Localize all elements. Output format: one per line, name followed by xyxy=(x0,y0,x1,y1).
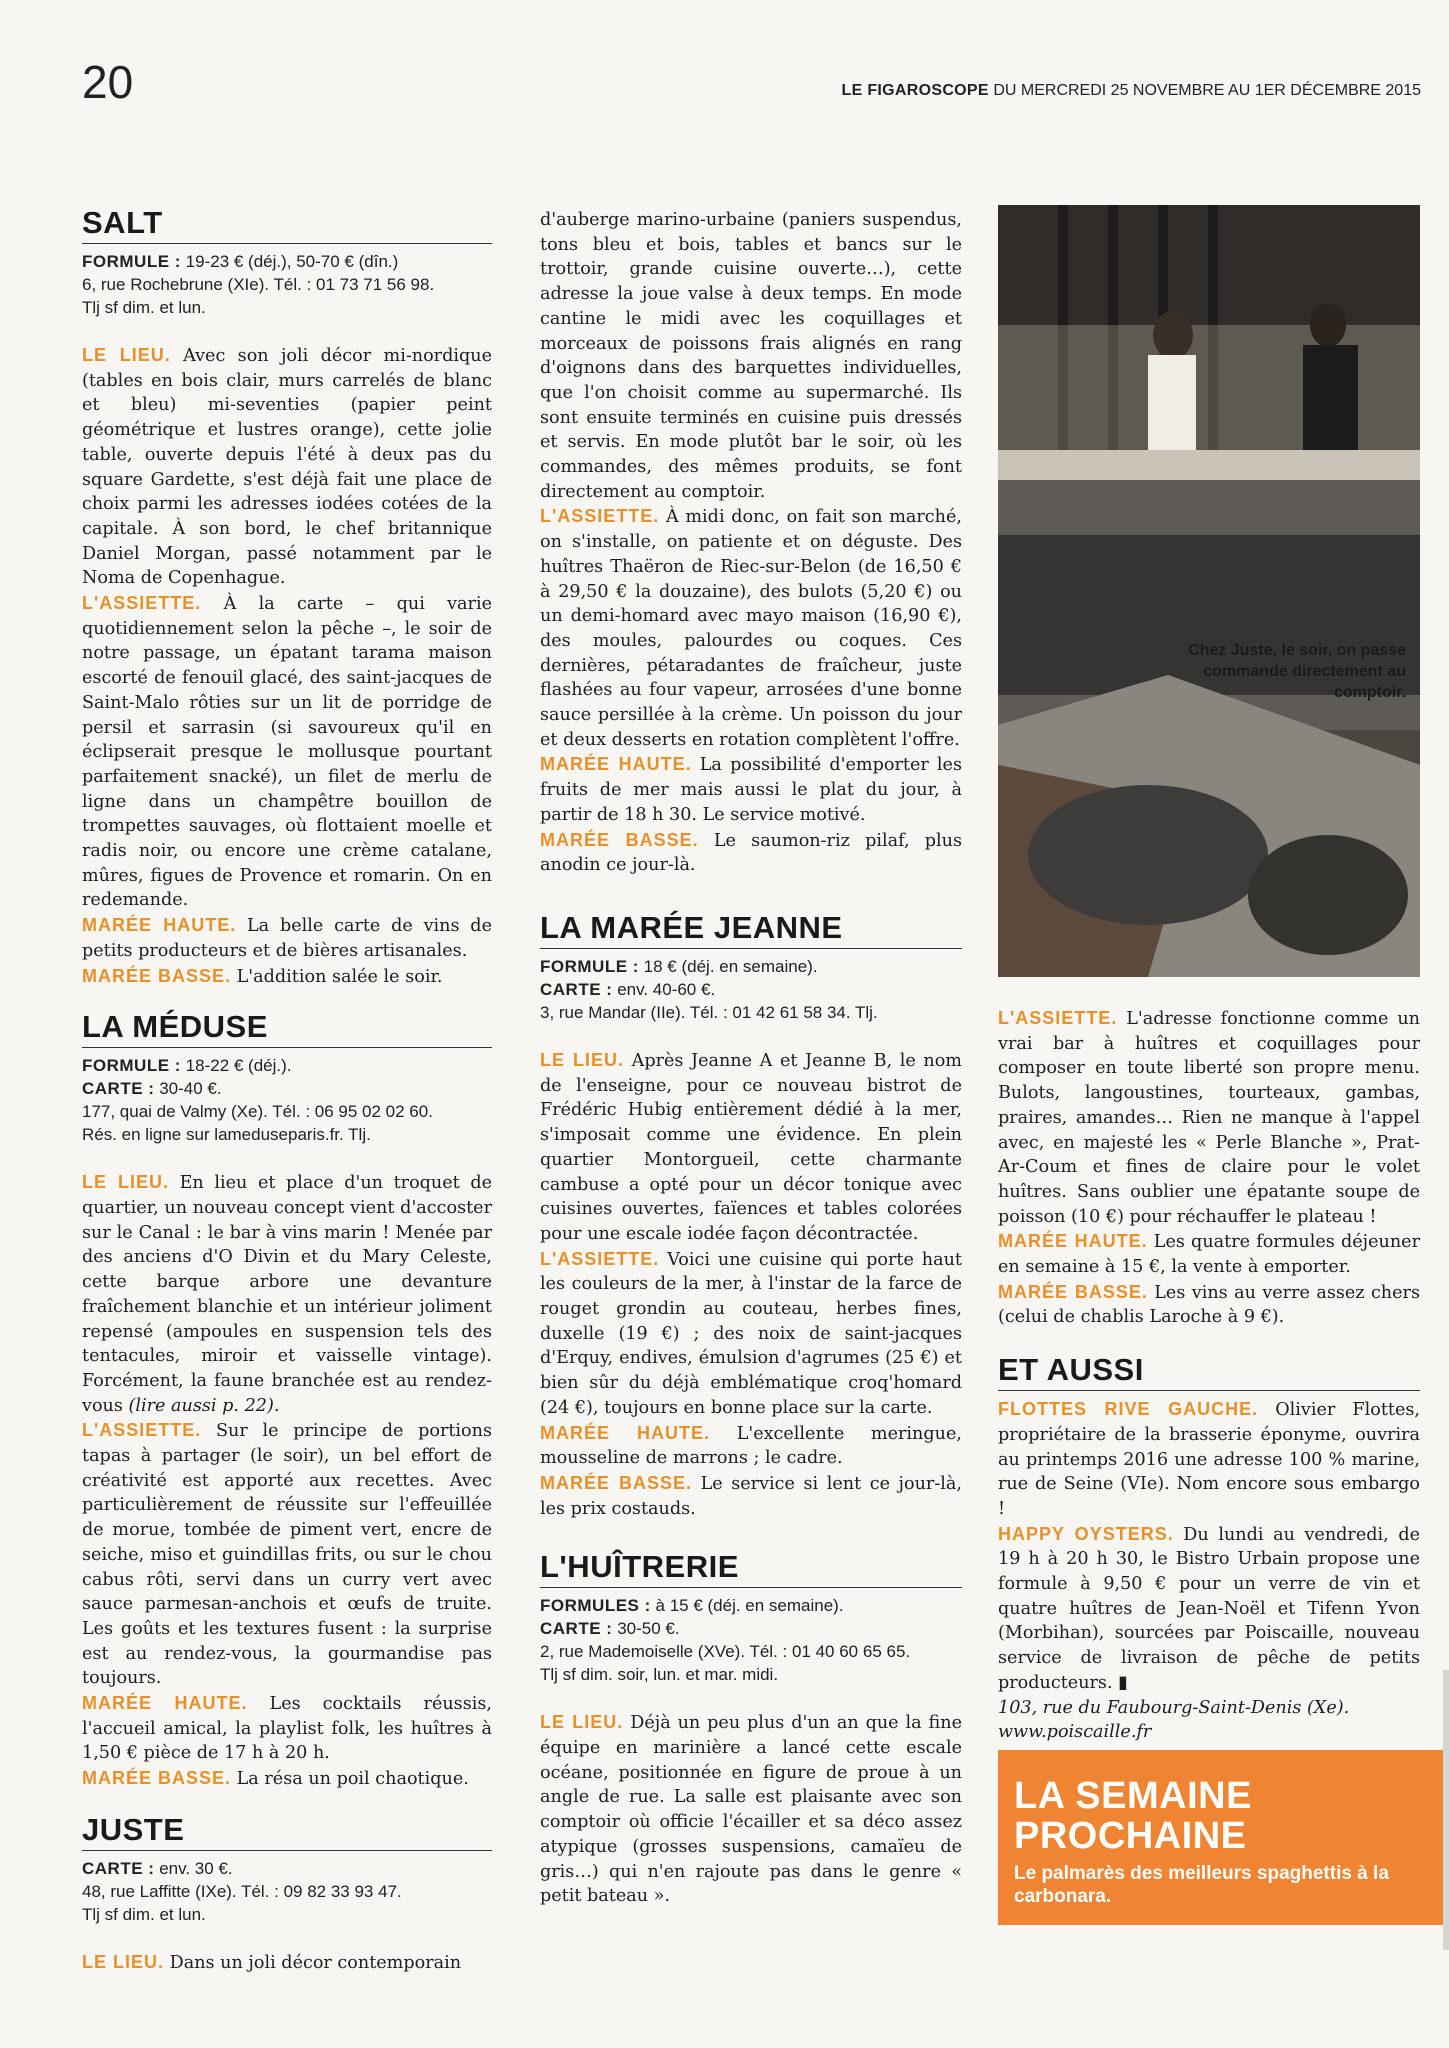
body-text: À la carte – qui varie quotidiennement selon la pêche –, le soir de notre passage, un épatant tarama maison escorté de fenouil glacé, des saint-jacques de Saint-Malo rôties sur un lit de porridge de persil et sarrasin (si savoureux qu'il en éclipserait presque le mollusque pourtant parfaitement snacké), un filet de merlu de ligne dans un champêtre bouillon de trompettes sauvages, où flottaient moelle et radis noir, ou encore une crème catalane, mûres, figues de Provence et romarin. On en redemande. xyxy=(82,594,492,911)
info-label: CARTE : xyxy=(82,1858,155,1878)
lead-label: MARÉE BASSE. xyxy=(82,1768,232,1789)
info-value: à 15 € (déj. en semaine). xyxy=(655,1596,844,1616)
paragraph-haute xyxy=(540,1421,962,1471)
body-text: À midi donc, on fait son marché, on s'installe, on patiente et on déguste. Des huîtres Thaëron de Riec-sur-Belon (de 16,50 € à 29,50 € la douzaine), des bulots (5,20 €) ou un demi-homard avec mayo maison (16,90 €), des moules, palourdes ou coques. Ces dernières, pétaradantes de fraîcheur, juste flashées au four vapeur, arrosées d'une bonne sauce persillée à la crème. Un poisson du jour et deux desserts en rotation complètent l'offre. xyxy=(540,507,962,750)
paragraph-haute xyxy=(998,1229,1420,1279)
restaurant-title: JUSTE xyxy=(82,1812,492,1851)
paragraph-basse xyxy=(82,1766,492,1792)
review-huitrerie xyxy=(540,1549,962,1909)
paragraph-basse xyxy=(82,964,492,990)
info-block xyxy=(82,1857,492,1926)
body-text: Déjà un peu plus d'un an que la fine équipe en marinière a lancé cette escale océane, positionnée en figure de proue à un angle de rue. La salle est plaisante avec son comptoir où officie l'écailler et sa déco assez atypique (grosses suspensions, camaïeu de gris…) qui n'en rajoute pas dans le genre « petit bateau ». xyxy=(540,1713,962,1907)
info-value: env. 30 €. xyxy=(159,1858,233,1878)
review-juste xyxy=(82,1812,492,1976)
scan-edge xyxy=(1443,1670,1449,1950)
column-middle xyxy=(540,208,962,1929)
next-week-promo xyxy=(998,1750,1448,1925)
body-text: Après Jeanne A et Jeanne B, le nom de l'enseigne, pour ce nouveau bistrot de Frédéric Hubig entièrement dédié à la mer, s'imposait comme une évidence. En plein quartier Montorgueil, cette charmante cambuse a opté pour un décor tonique avec cuisines ouvertes, faïences et tables colorées pour une escale iodée façon décontractée. xyxy=(540,1050,962,1244)
lead-label: MARÉE BASSE. xyxy=(540,829,699,850)
lead-label: LE LIEU. xyxy=(82,1172,169,1193)
lead-label: L'ASSIETTE. xyxy=(998,1008,1118,1028)
info-label: CARTE : xyxy=(540,979,613,999)
restaurant-photo xyxy=(998,205,1420,977)
info-block xyxy=(82,250,492,319)
paragraph-haute xyxy=(540,752,962,827)
end-mark: ▮ xyxy=(1118,1672,1128,1693)
info-block xyxy=(540,1594,962,1686)
body-text: Voici une cuisine qui porte haut les couleurs de la mer, à l'instar de la farce de rouget grondin au couteau, herbes fines, duxelle (19 €) ; des noix de saint-jacques d'Erquy, endives, émulsion d'agrumes (25 €) et bien sûr du déjà emblématique croq'homard (24 €), toujours en bonne place sur la carte. xyxy=(540,1249,962,1418)
cross-reference: (lire aussi p. 22). xyxy=(128,1395,280,1416)
body-text: Les vins au verre assez chers (celui de chablis Laroche à 9 €). xyxy=(998,1282,1420,1328)
info-label: FORMULES : xyxy=(540,1596,651,1616)
opening-hours: Tlj sf dim. et lun. xyxy=(82,298,206,317)
body-text: L'adresse fonctionne comme un vrai bar à huîtres et coquillages pour composer en toute liberté son propre menu. Bulots, langoustines, tourteaux, gambas, praires, amandes… Rien ne manque à l'appel avec, en majesté les « Perle Blanche », Prat-Ar-Coum et fines de claire pour le volet huîtres. Sans oublier une épatante soupe de poisson (10 €) pour réchauffer le plateau ! xyxy=(998,1009,1420,1227)
body-text: Le saumon-riz pilaf, plus anodin ce jour-là. xyxy=(540,830,963,876)
website-link[interactable]: www.poiscaille.fr xyxy=(998,1722,1152,1743)
info-value: 19-23 € (déj.), 50-70 € (dîn.) xyxy=(185,252,399,271)
lead-label: L'ASSIETTE. xyxy=(540,506,660,527)
info-label: CARTE : xyxy=(540,1619,613,1639)
page-number: 20 xyxy=(82,56,134,108)
body-text: Olivier Flottes, propriétaire de la brasserie éponyme, ouvrira au printemps 2016 une adresse 100 % marine, rue de Seine (VIe). Nom encore sous embargo ! xyxy=(998,1400,1420,1519)
lead-label: MARÉE BASSE. xyxy=(82,965,232,986)
paragraph-assiette xyxy=(82,1418,492,1691)
review-juste-continued xyxy=(540,208,962,878)
lead-label: MARÉE HAUTE. xyxy=(998,1231,1148,1252)
masthead-brand: LE FIGAROSCOPE xyxy=(841,82,989,99)
restaurant-title: LA MÉDUSE xyxy=(82,1009,492,1048)
info-block xyxy=(82,1054,492,1146)
info-value: 30-40 €. xyxy=(159,1079,222,1099)
address: 2, rue Mademoiselle (XVe). Tél. : 01 40 60 65 65. xyxy=(540,1642,911,1662)
info-value: 18-22 € (déj.). xyxy=(185,1056,292,1076)
info-block xyxy=(540,955,962,1024)
lead-label: MARÉE HAUTE. xyxy=(82,1693,248,1714)
body-text: Sur le principe de portions tapas à partager (le soir), un bel effort de créativité est apporté aux recettes. Avec particulièrement de réussite sur l'effeuillée de morue, tombée de piment vert, encre de seiche, miso et guindillas frits, ou sur le chou cabus rôti, servi dans un curry vert avec sauce parmesan-anchois et œufs de truite. Les goûts et les textures fusent : la surprise est au rendez-vous, la gourmandise pas toujours. xyxy=(82,1421,493,1689)
body-text: Les cocktails réussis, l'accueil amical, la playlist folk, les huîtres à 1,50 € pièce de 17 h à 20 h. xyxy=(82,1694,492,1764)
address: 6, rue Rochebrune (XIe). Tél. : 01 73 71 56 98. xyxy=(82,275,435,294)
column-left xyxy=(82,205,492,1996)
paragraph-flottes xyxy=(998,1397,1420,1522)
body-text: La résa un poil chaotique. xyxy=(236,1769,469,1790)
masthead xyxy=(842,82,1421,100)
lead-label: L'ASSIETTE. xyxy=(82,1420,202,1441)
info-value: 18 € (déj. en semaine). xyxy=(643,956,818,976)
section-title: ET AUSSI xyxy=(998,1352,1420,1391)
body-text: En lieu et place d'un troquet de quartier, un nouveau concept vient d'accoster sur le Canal : le bar à vins marin ! Menée par des anciens d'O Divin et du Mary Celeste, cette barque arbore une devanture fraîchement blanchie et un intérieur joliment repensé (ampoules en suspension tels des tentacules, miroir et vaisselle vintage). Forcément, la faune branchée est au rendez-vous xyxy=(82,1173,492,1416)
column-right xyxy=(998,1006,1420,1765)
promo-title-line2: PROCHAINE xyxy=(1014,1815,1247,1857)
review-meduse xyxy=(82,1009,492,1792)
lead-label: MARÉE BASSE. xyxy=(998,1281,1148,1302)
restaurant-title: L'HUÎTRERIE xyxy=(540,1549,962,1588)
info-value: env. 40-60 €. xyxy=(617,979,716,999)
address: 48, rue Laffitte (IXe). Tél. : 09 82 33 93 47. xyxy=(82,1881,402,1901)
review-huitrerie-continued xyxy=(998,1006,1420,1330)
paragraph-basse xyxy=(998,1280,1420,1330)
et-aussi xyxy=(998,1352,1420,1745)
address: 3, rue Mandar (IIe). Tél. : 01 42 61 58 34. Tlj. xyxy=(540,1002,878,1022)
info-label: CARTE : xyxy=(82,1079,155,1099)
body-text: d'auberge marino-urbaine (paniers suspendus, tons bleu et bois, tables et bancs sur le trottoir, grande cuisine ouverte…), cette adresse la joue valse à deux temps. En mode cantine le midi avec les coquillages et morceaux de poissons frais alignés en rang d'oignons dans des barquettes individuelles, que l'on choisit comme au supermarché. Ils sont ensuite terminés en cuisine puis dressés et servis. En mode plutôt bar le soir, où les commandes, des mêmes produits, se font directement au comptoir. xyxy=(540,210,962,502)
paragraph-lieu xyxy=(82,343,492,591)
restaurant-title: LA MARÉE JEANNE xyxy=(540,910,962,949)
body-text: La possibilité d'emporter les fruits de mer mais aussi le plat du jour, à partir de 18 h 30. Le service motivé. xyxy=(540,755,962,825)
paragraph-assiette xyxy=(998,1006,1420,1229)
restaurant-title: SALT xyxy=(82,205,492,244)
masthead-date: DU MERCREDI 25 NOVEMBRE AU 1ER DÉCEMBRE 2015 xyxy=(993,82,1421,99)
lead-label: MARÉE HAUTE. xyxy=(82,915,237,936)
body-text: Les quatre formules déjeuner en semaine à 15 €, la vente à emporter. xyxy=(998,1232,1420,1278)
photo-caption: Chez Juste, le soir, on passe commande directement au comptoir. xyxy=(1188,642,1406,701)
body-text: La belle carte de vins de petits producteurs et de bières artisanales. xyxy=(82,916,492,961)
paragraph-assiette xyxy=(540,504,962,752)
paragraph-assiette xyxy=(540,1247,962,1421)
paragraph-lieu xyxy=(82,1170,492,1418)
lead-label: L'ASSIETTE. xyxy=(82,593,202,614)
paragraph-basse xyxy=(540,828,962,878)
paragraph-basse xyxy=(540,1471,962,1521)
photo-illustration xyxy=(998,205,1420,977)
lead-label: LE LIEU. xyxy=(540,1049,625,1070)
review-salt xyxy=(82,205,492,989)
info-label: FORMULE : xyxy=(82,252,181,271)
body-text: Du lundi au vendredi, de 19 h à 20 h 30, le Bistro Urbain propose une formule à 9,50 € pour un verre de vin et quatre huîtres de Jean-Noël et Tifenn Yvon (Morbihan), sourcées par Poiscaille, nouveau service de livraison de pêche de petits producteurs. xyxy=(998,1524,1420,1693)
lead-label: LE LIEU. xyxy=(82,345,171,365)
promo-subtitle: Le palmarès des meilleurs spaghettis à la carbonara. xyxy=(1014,1863,1389,1907)
lead-label: MARÉE HAUTE. xyxy=(540,754,692,775)
paragraph-haute xyxy=(82,1691,492,1766)
paragraph-lieu-cont xyxy=(540,208,962,504)
body-text: Le service si lent ce jour-là, les prix costauds. xyxy=(540,1473,962,1519)
paragraph-lieu xyxy=(540,1048,962,1247)
promo-title-line1: LA SEMAINE xyxy=(1014,1775,1252,1817)
review-maree-jeanne xyxy=(540,910,962,1521)
paragraph-lieu xyxy=(540,1710,962,1909)
address: 103, rue du Faubourg-Saint-Denis (Xe). xyxy=(998,1697,1350,1718)
body-text: Avec son joli décor mi-nordique (tables en bois clair, murs carrelés de blanc et bleu) mi-seventies (papier peint géométrique et lustres orange), cette jolie table, ouverte depuis l'été à deux pas du square Gardette, s'est déjà fait une place de choix parmi les adresses iodées cotées de la capitale. À son bord, le chef britannique Daniel Morgan, passé notamment par le Noma de Copenhague. xyxy=(82,346,492,589)
paragraph-haute xyxy=(82,913,492,963)
info-label: FORMULE : xyxy=(540,956,639,976)
lead-label: LE LIEU. xyxy=(82,1951,165,1972)
lead-label: FLOTTES RIVE GAUCHE. xyxy=(998,1399,1259,1420)
reservation: Rés. en ligne sur lameduseparis.fr. Tlj. xyxy=(82,1125,371,1145)
lead-label: L'ASSIETTE. xyxy=(540,1248,660,1269)
opening-hours: Tlj sf dim. et lun. xyxy=(82,1904,206,1924)
lead-label: MARÉE HAUTE. xyxy=(540,1422,711,1443)
body-text: L'addition salée le soir. xyxy=(236,966,443,987)
lead-label: LE LIEU. xyxy=(540,1712,624,1733)
info-label: FORMULE : xyxy=(82,1056,181,1076)
paragraph-happy xyxy=(998,1522,1420,1696)
lead-label: MARÉE BASSE. xyxy=(540,1472,692,1493)
lead-label: HAPPY OYSTERS. xyxy=(998,1523,1174,1544)
address: 177, quai de Valmy (Xe). Tél. : 06 95 02 02 60. xyxy=(82,1102,433,1122)
body-text: L'excellente meringue, mousseline de marrons ; le cadre. xyxy=(540,1423,962,1469)
info-value: 30-50 €. xyxy=(617,1619,680,1639)
opening-hours: Tlj sf dim. soir, lun. et mar. midi. xyxy=(540,1665,779,1685)
paragraph-lieu-start: LE LIEU. Dans un joli décor contemporain xyxy=(82,1951,462,1973)
paragraph-assiette xyxy=(82,591,492,913)
